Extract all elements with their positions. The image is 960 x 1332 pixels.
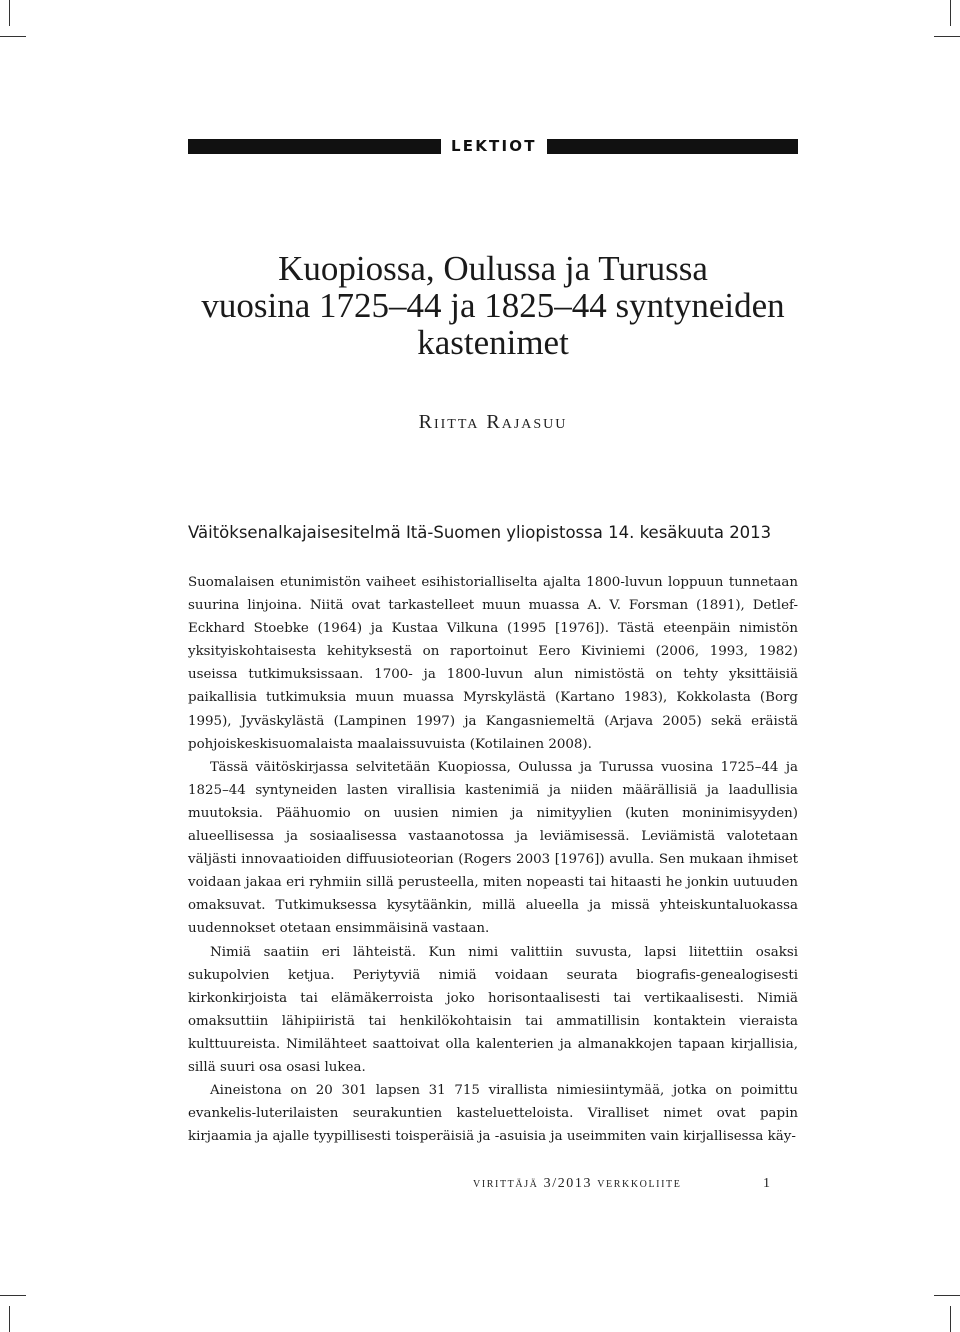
section-bar-left — [188, 139, 441, 154]
section-header — [188, 136, 798, 156]
body-paragraph: Suomalaisen etunimistön vaiheet esihistorialliselta ajalta 1800-luvun loppuun tunnetaan suurina linjoina. Niitä ovat tarkastelleet muun muassa A. V. Forsman (1891), Detlef-Eckhard Stoebke (1964) ja Kustaa Vilkuna (1995 [1976]). Tästä eteenpäin nimistön yksityiskohtaisesta kehityksestä on raportoinut Eero Kiviniemi (2006, 1993, 1982) useissa tutkimuksissaan. 1700- ja 1800-luvun alun nimistöstä on tehty yksittäisiä paikallisia tutkimuksia muun muassa Myrskylästä (Kartano 1983), Kokkolasta (Borg 1995), Jyväskylästä (Lampinen 1997) ja Kangasniemeltä (Arjava 2005) sekä eräistä pohjoiskeskisuomalaista maalaissuvuista (Kotilainen 2008). — [188, 575, 798, 752]
article-body — [188, 571, 798, 1148]
page-number: 1 — [763, 1176, 770, 1191]
lecture-subheading: Väitöksenalkajaisesitelmä Itä-Suomen yliopistossa 14. kesäkuuta 2013 — [188, 523, 772, 542]
crop-mark-top-left-vertical — [9, 0, 10, 26]
body-paragraph: Aineistona on 20 301 lapsen 31 715 virallista nimiesiintymää, jotka on poimittu evankelis-luterilaisten seurakuntien kasteluetteloista. Viralliset nimet ovat papin kirjaamia ja ajalle tyypillisesti toisperäisiä ja -asuisia ja useimmiten vain kirjallisessa käy- — [188, 1083, 798, 1145]
section-label: LEKTIOT — [451, 137, 537, 155]
crop-mark-bottom-left-horizontal — [0, 1295, 26, 1296]
crop-mark-bottom-right-horizontal — [934, 1295, 960, 1296]
journal-name: virittäjä 3/2013 verkkoliite — [473, 1176, 682, 1191]
article-title — [188, 250, 798, 361]
author-name: Riitta Rajasuu — [418, 411, 568, 433]
crop-mark-top-left-horizontal — [0, 36, 26, 37]
title-line: vuosina 1725–44 ja 1825–44 syntyneiden — [201, 286, 785, 325]
body-paragraph: Nimiä saatiin eri lähteistä. Kun nimi valittiin suvusta, lapsi liitettiin osaksi sukupolvien ketjua. Periytyviä nimiä voidaan seurata biografis-genealogisesti kirkonkirjoista tai elämäkerroista joko horisontaalisesti tai vertikaalisesti. Nimiä omaksuttiin lähipiiristä tai henkilökohtaisin tai ammatillisin kontaktein vieraista kulttuureista. Nimilähteet saattoivat olla kalenterien ja almanakkojen tapaan kirjallisia, sillä suuri osa osasi lukea. — [188, 944, 798, 1075]
crop-mark-bottom-left-vertical — [9, 1306, 10, 1332]
title-line: kastenimet — [417, 323, 569, 362]
body-paragraph: Tässä väitöskirjassa selvitetään Kuopiossa, Oulussa ja Turussa vuosina 1725–44 ja 1825–44 syntyneiden lasten virallisia kastenimiä ja niiden määrällisiä ja laadullisia muutoksia. Päähuomio on uusien nimien ja nimityylien (kuten moninimisyyden) alueellisessa ja sosiaalisessa vastaanotossa ja leviämisessä. Leviämistä valotetaan väljästi innovaatioiden diffuusioteorian (Rogers 2003 [1976]) avulla. Sen mukaan ihmiset voidaan jakaa eri ryhmiin sillä perusteella, miten nopeasti tai hitaasti he jonkin uutuuden omaksuvat. Tutkimuksessa kysytäänkin, millä alueella ja missä yhteiskuntaluokassa uudennokset otetaan ensimmäisinä vastaan. — [188, 759, 798, 937]
crop-mark-bottom-right-vertical — [950, 1306, 951, 1332]
section-bar-right — [547, 139, 798, 154]
title-line: Kuopiossa, Oulussa ja Turussa — [278, 249, 708, 288]
crop-mark-top-right-horizontal — [934, 36, 960, 37]
crop-mark-top-right-vertical — [950, 0, 951, 26]
